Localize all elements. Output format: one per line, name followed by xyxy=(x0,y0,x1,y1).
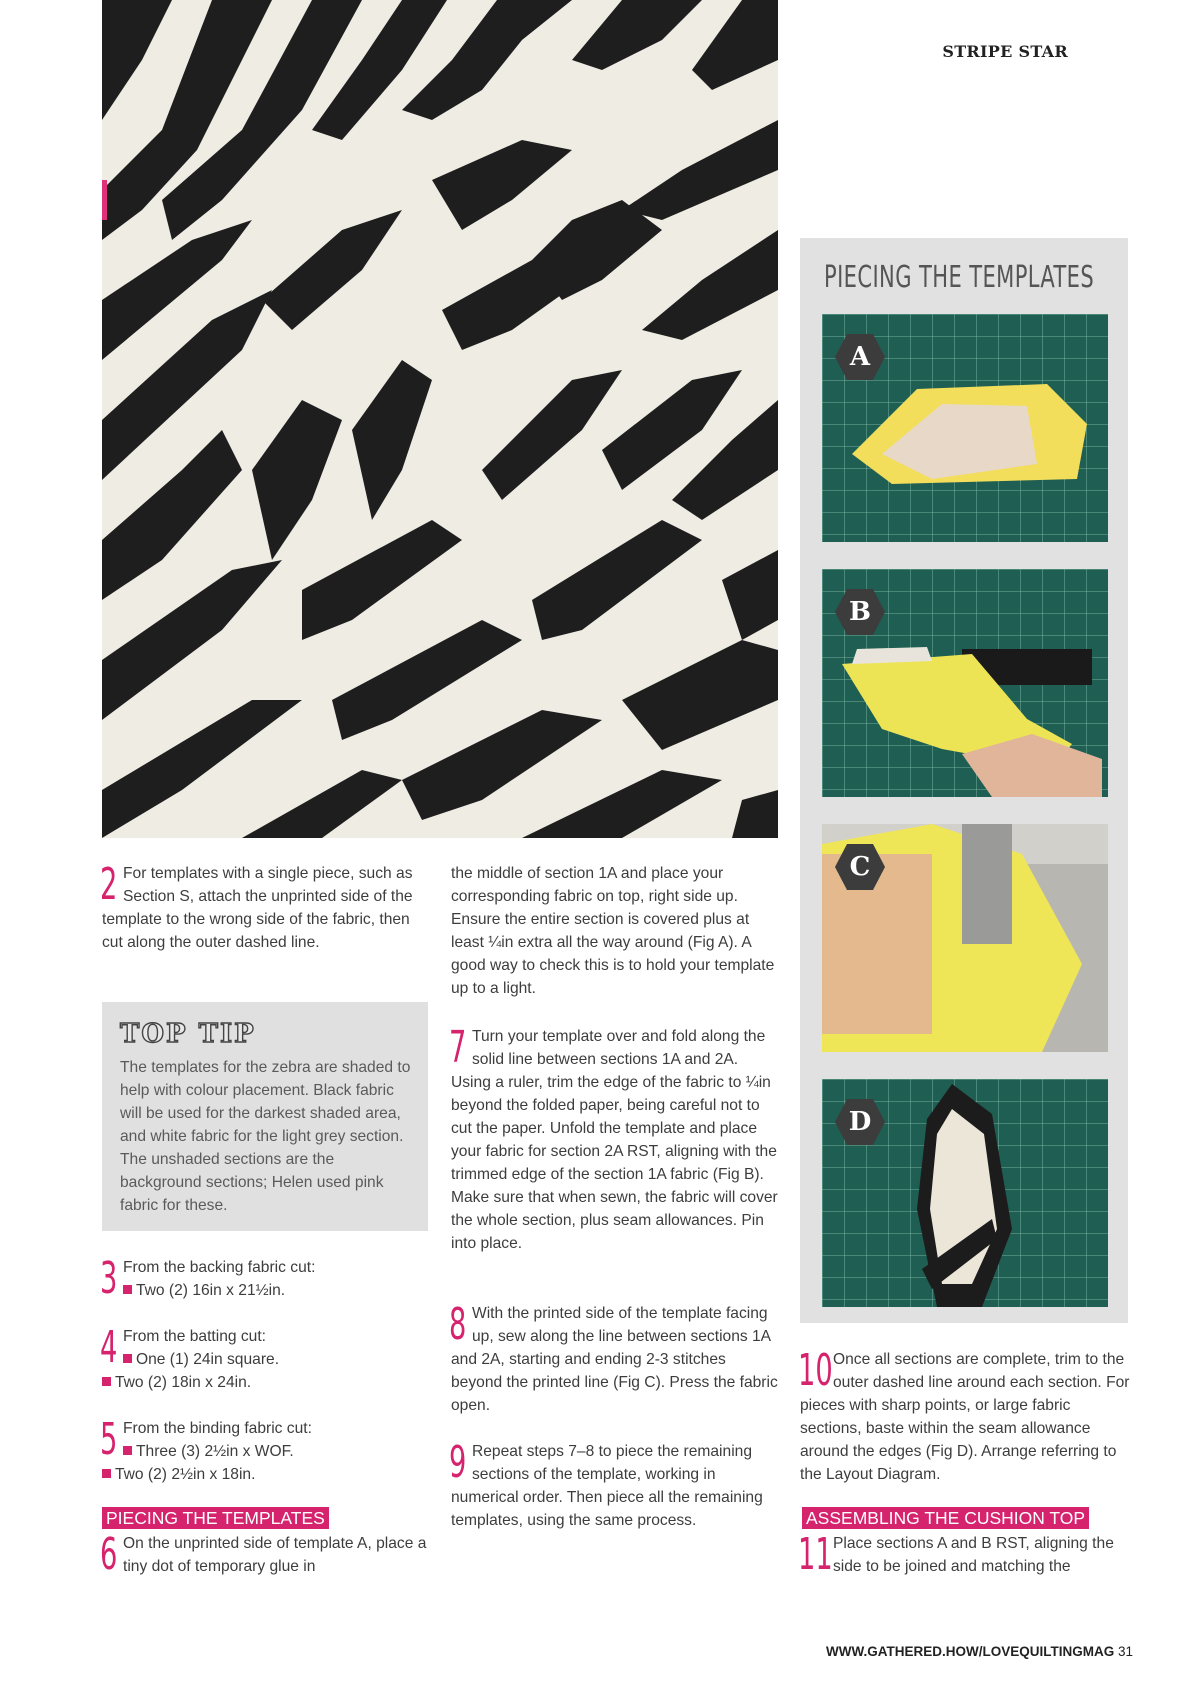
zebra-quilt-photo xyxy=(102,0,778,838)
step-line: From the batting cut: xyxy=(123,1328,267,1345)
top-tip-box xyxy=(102,1002,428,1231)
step-line: From the backing fabric cut: xyxy=(123,1259,316,1276)
bullet-icon xyxy=(123,1354,132,1363)
figure-label: A xyxy=(849,342,871,372)
step-5 xyxy=(100,1414,428,1486)
figure-c-badge xyxy=(834,842,886,892)
section-heading-assembling: ASSEMBLING THE CUSHION TOP xyxy=(802,1507,1089,1529)
step-number: 8 xyxy=(449,1299,467,1350)
step-bullet: One (1) 24in square. xyxy=(136,1351,280,1368)
sidebar-title: PIECING THE TEMPLATES xyxy=(824,260,1095,295)
step-number: 5 xyxy=(100,1414,118,1465)
page-footer xyxy=(826,1644,1133,1659)
running-title: STRIPE STAR xyxy=(942,42,1068,61)
top-tip-title: TOP TIP xyxy=(120,1019,256,1049)
step-8 xyxy=(449,1299,778,1417)
step-text: Repeat steps 7–8 to piece the remaining sections of the template, working in numerical order. Then piece all the remaining templates, using the same process. xyxy=(451,1443,763,1529)
step-text: On the unprinted side of template A, place a tiny dot of temporary glue in xyxy=(123,1535,427,1575)
step-number: 6 xyxy=(100,1529,118,1580)
step-bullet: Two (2) 2½in x 18in. xyxy=(115,1466,256,1483)
piecing-sidebar xyxy=(800,238,1128,1323)
step-number: 10 xyxy=(798,1345,833,1396)
step-text: Turn your template over and fold along the solid line between sections 1A and 2A. Using a ruler, trim the edge of the fabric to ¼in beyond the folded paper, being careful not to cut the paper. Unfold the template and place your fabric for section 2A RST, aligning with the trimmed edge of the section 1A fabric (Fig B). Make sure that when sewn, the fabric will cover the whole section, plus seam allowances. Pin into place. xyxy=(451,1028,778,1252)
figure-d xyxy=(822,1079,1108,1307)
step-text: With the printed side of the template facing up, sew along the line between sections 1A and 2A, starting and ending 2-3 stitches beyond the printed line (Fig C). Press the fabric open. xyxy=(451,1305,778,1414)
figure-b xyxy=(822,569,1108,797)
step-number: 2 xyxy=(100,859,118,910)
step-number: 3 xyxy=(100,1253,118,1304)
figure-b-badge xyxy=(834,587,886,637)
step-2 xyxy=(100,859,428,954)
step-number: 11 xyxy=(798,1529,833,1580)
step-11 xyxy=(798,1529,1130,1580)
top-tip-body: The templates for the zebra are shaded to help with colour placement. Black fabric will be used for the darkest shaded area, and white fabric for the light grey section. The unshaded sections are the background sections; Helen used pink fabric for these. xyxy=(120,1059,411,1214)
step-3 xyxy=(100,1253,428,1304)
step-10 xyxy=(798,1345,1130,1486)
figure-a xyxy=(822,314,1108,542)
section-heading-piecing: PIECING THE TEMPLATES xyxy=(102,1507,329,1529)
figure-label: B xyxy=(849,597,871,627)
figure-c xyxy=(822,824,1108,1052)
figure-d-badge xyxy=(834,1097,886,1147)
step-6-continued: the middle of section 1A and place your corresponding fabric on top, right side up. Ensure the entire section is covered plus at least ¼in extra all the way around (Fig A). A good way to check this is to hold your template up to a light. xyxy=(451,865,775,997)
step-text: For templates with a single piece, such as Section S, attach the unprinted side of the template to the wrong side of the fabric, then cut along the outer dashed line. xyxy=(102,865,413,951)
step-number: 4 xyxy=(100,1322,118,1373)
footer-url: WWW.GATHERED.HOW/LOVEQUILTINGMAG xyxy=(825,1644,1115,1659)
step-number: 7 xyxy=(449,1022,467,1073)
figure-label: D xyxy=(848,1107,872,1137)
step-text: Once all sections are complete, trim to the outer dashed line around each section. For pieces with sharp points, or large fabric sections, baste within the seam allowance around the edges (Fig D). Arrange referring to the Layout Diagram. xyxy=(800,1351,1130,1483)
step-4 xyxy=(100,1322,428,1394)
step-7 xyxy=(449,1022,778,1255)
figure-a-badge xyxy=(834,332,886,382)
step-bullet: Three (3) 2½in x WOF. xyxy=(136,1443,294,1460)
step-bullet: Two (2) 18in x 24in. xyxy=(115,1374,252,1391)
step-line: From the binding fabric cut: xyxy=(123,1420,312,1437)
step-6 xyxy=(100,1529,428,1580)
bullet-icon xyxy=(123,1446,132,1455)
step-text: Place sections A and B RST, aligning the side to be joined and matching the xyxy=(833,1535,1114,1575)
step-bullet: Two (2) 16in x 21½in. xyxy=(136,1282,286,1299)
figure-label: C xyxy=(849,852,871,882)
bullet-icon xyxy=(102,1469,111,1478)
bullet-icon xyxy=(102,1377,111,1386)
bullet-icon xyxy=(123,1285,132,1294)
page-number: 31 xyxy=(1117,1644,1133,1659)
step-9 xyxy=(449,1437,778,1532)
step-number: 9 xyxy=(449,1437,467,1488)
